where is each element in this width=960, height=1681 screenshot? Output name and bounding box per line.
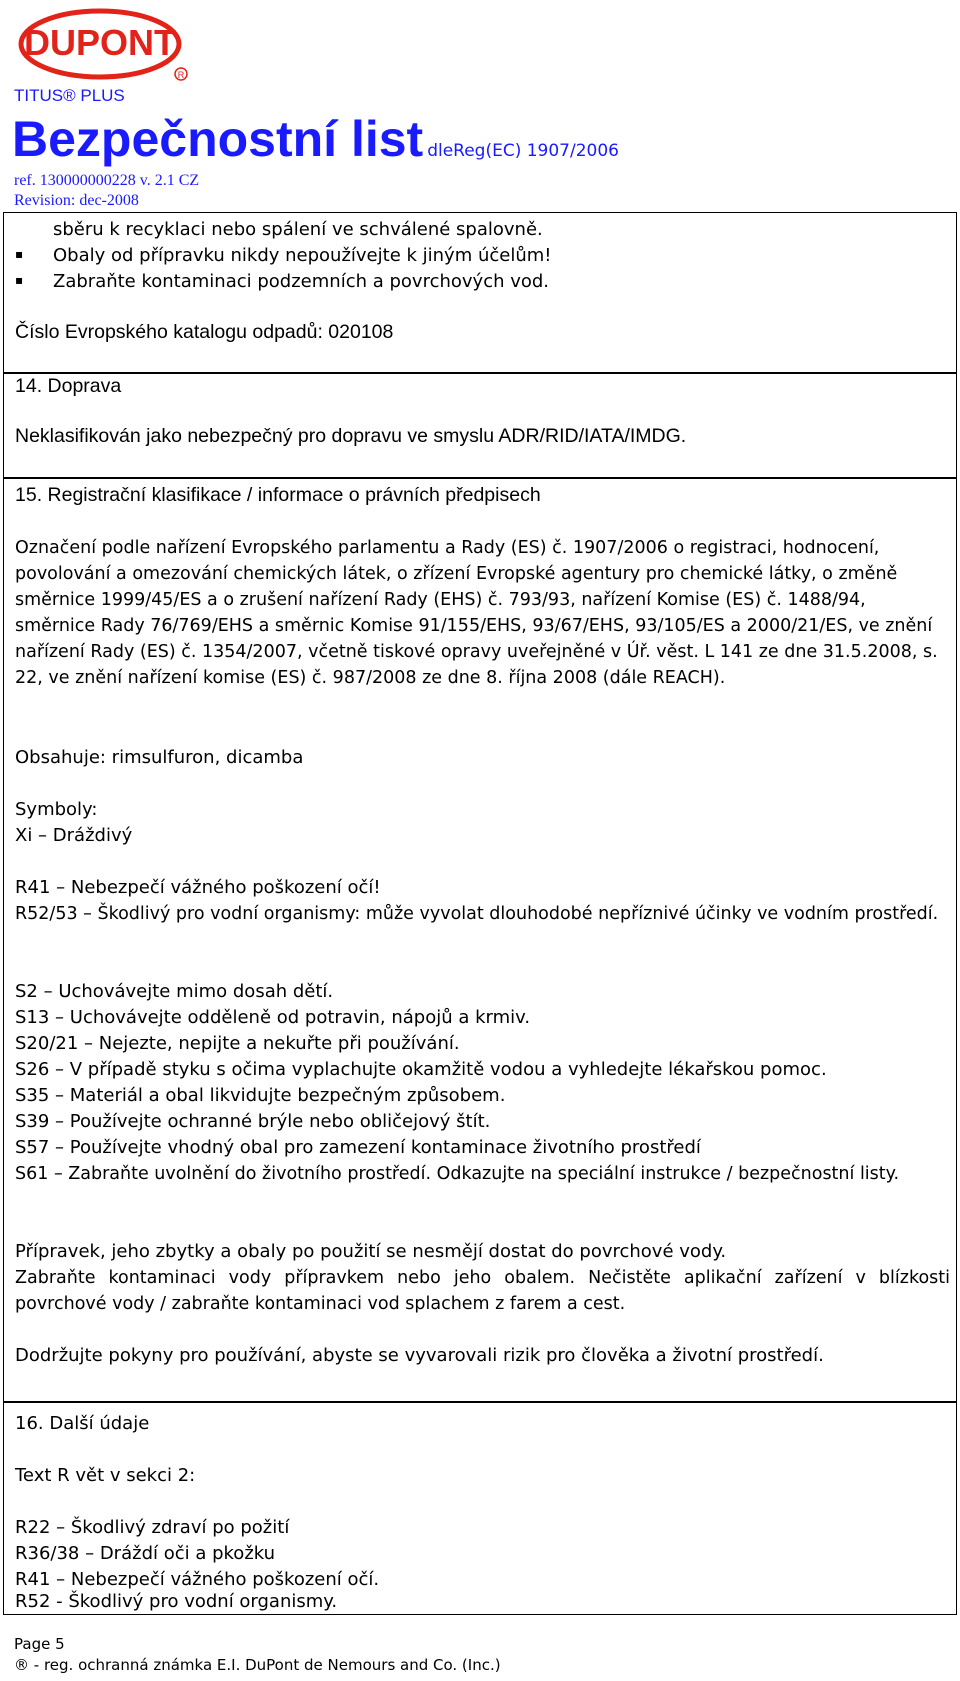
r-text-item: R36/38 – Dráždí oči a pkožku <box>15 1543 276 1564</box>
section-13-tail <box>3 212 957 374</box>
r-phrase: R52/53 – Škodlivý pro vodní organismy: může vyvolat dlouhodobé nepříznivé účinky ve vodním prostředí. <box>15 904 939 924</box>
section-heading: 14. Doprava <box>15 375 122 397</box>
trademark-notice: ® - reg. ochranná známka E.I. DuPont de Nemours and Co. (Inc.) <box>14 1656 501 1674</box>
section-14-transport <box>3 372 957 479</box>
r-phrase: R41 – Nebezpečí vážného poškození očí! <box>15 877 381 898</box>
bullet-marker: ▪ <box>15 247 24 261</box>
list-item: Obaly od přípravku nikdy nepoužívejte k jiným účelům! <box>53 245 552 266</box>
title-text: Bezpečnostní list <box>12 111 424 167</box>
page-number: Page 5 <box>14 1635 65 1653</box>
svg-text:R: R <box>177 70 185 80</box>
water-paragraph: Přípravek, jeho zbytky a obaly po použití se nesmějí dostat do povrchové vody. <box>15 1241 727 1262</box>
bullet-marker: ▪ <box>15 273 24 287</box>
document-title <box>12 110 619 168</box>
s-phrase: S35 – Materiál a obal likvidujte bezpečným způsobem. <box>15 1085 506 1106</box>
s-phrase: S39 – Používejte ochranné brýle nebo obličejový štít. <box>15 1111 491 1132</box>
logo-wordmark: DUPONT <box>24 22 176 63</box>
product-name: TITUS® PLUS <box>14 86 125 105</box>
s-phrase: S61 – Zabraňte uvolnění do životního prostředí. Odkazujte na speciální instrukce / bezpečnostní listy. <box>15 1164 900 1184</box>
section-heading: 15. Registrační klasifikace / informace o právních předpisech <box>15 484 541 506</box>
s-phrase: S13 – Uchovávejte odděleně od potravin, nápojů a krmiv. <box>15 1007 531 1028</box>
s-phrase: S26 – V případě styku s očima vyplachujte okamžitě vodou a vyhledejte lékařskou pomoc. <box>15 1059 827 1080</box>
continuation-line: sběru k recyklaci nebo spálení ve schválené spalovně. <box>53 219 543 240</box>
s-phrase: S57 – Používejte vhodný obal pro zamezení kontaminace životního prostředí <box>15 1137 701 1158</box>
hazard-symbol: Xi – Dráždivý <box>15 825 133 846</box>
section-15-regulatory <box>3 477 957 1403</box>
regulation-paragraph: Označení podle nařízení Evropského parlamentu a Rady (ES) č. 1907/2006 o registraci, hodnocení, povolování a omezování chemických látek, o zřízení Evropské agentury pro chemické látky, o změně směrnice 1999/45/ES a o zrušení nařízení Rady (EHS) č. 793/93, nařízení Komise (ES) č. 1488/94, směrnice Rady 76/769/EHS a směrnic Komise 91/155/EHS, 93/67/EHS, 93/105/ES a 2000/21/ES, ve znění nařízení Rady (ES) č. 1354/2007, včetně tiskové opravy uveřejněné v Úř. věst. L 141 ze dne 31.5.2008, s. 22, ve znění nařízení komise (ES) č. 987/2008 ze dne 8. října 2008 (dále REACH). <box>15 538 938 688</box>
r-text-item: R52 - Škodlivý pro vodní organismy. <box>15 1591 338 1612</box>
r-text-item: R41 – Nebezpečí vážného poškození očí. <box>15 1569 380 1590</box>
symbols-label: Symboly: <box>15 799 98 820</box>
r-text-label: Text R vět v sekci 2: <box>15 1465 196 1486</box>
transport-text: Neklasifikován jako nebezpečný pro dopravu ve smyslu ADR/RID/IATA/IMDG. <box>15 425 687 447</box>
water-paragraph: Zabraňte kontaminaci vody přípravkem nebo jeho obalem. Nečistěte aplikační zařízení v blízkosti povrchové vody / zabraňte kontaminaci vod splachem z farem a cest. <box>15 1268 950 1314</box>
s-phrase: S20/21 – Nejezte, nepijte a nekuřte při používání. <box>15 1033 460 1054</box>
dupont-logo <box>18 8 194 82</box>
waste-catalog-number: Číslo Evropského katalogu odpadů: 020108 <box>15 321 394 343</box>
s-phrase: S2 – Uchovávejte mimo dosah dětí. <box>15 981 334 1002</box>
document-reference: ref. 130000000228 v. 2.1 CZ <box>14 172 200 189</box>
r-text-item: R22 – Škodlivý zdraví po požití <box>15 1517 290 1538</box>
contains-line: Obsahuje: rimsulfuron, dicamba <box>15 747 304 768</box>
section-heading: 16. Další údaje <box>15 1413 150 1434</box>
section-16-other <box>3 1401 957 1615</box>
instructions-paragraph: Dodržujte pokyny pro používání, abyste se vyvarovali rizik pro člověka a životní prostředí. <box>15 1345 824 1366</box>
list-item: Zabraňte kontaminaci podzemních a povrchových vod. <box>53 271 550 292</box>
title-regulation: dleReg(EC) 1907/2006 <box>427 141 619 161</box>
revision-date: Revision: dec-2008 <box>14 192 139 209</box>
